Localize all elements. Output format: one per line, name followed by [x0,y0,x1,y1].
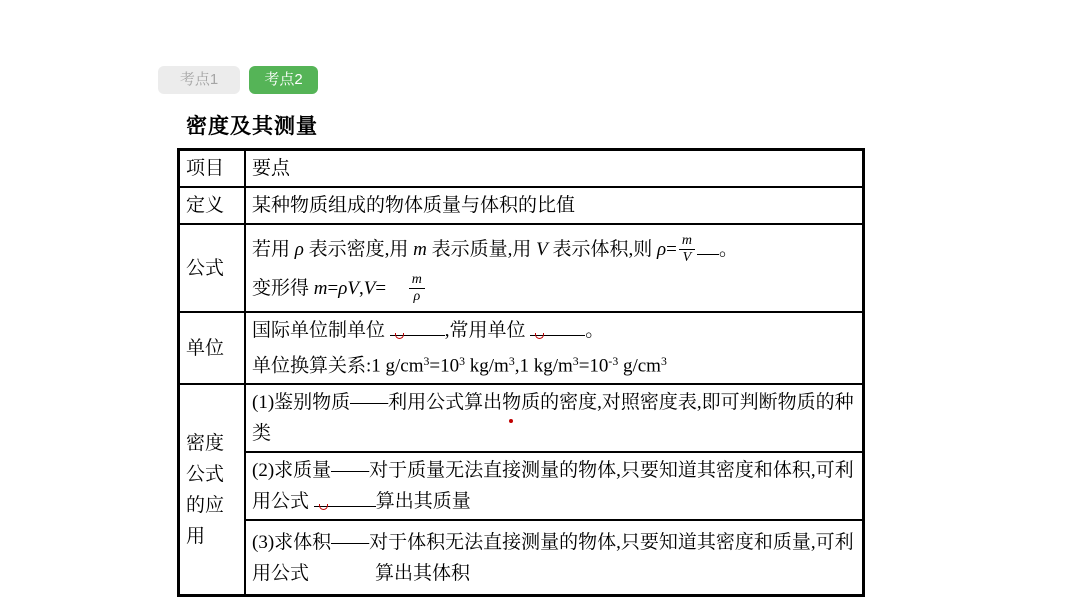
row-application-2 [179,452,864,520]
application-item-3: (3)求体积——对于体积无法直接测量的物体,只要知道其密度和质量,可利用公式 算出其体积 [252,531,854,584]
table-header-row [179,150,864,188]
formula-line-1: 若用 ρ 表示密度,用 m 表示质量,用 V 表示体积,则 ρ= $\frac{m}{V}$ 。 [252,233,739,266]
col-header-item: 项目 [179,150,246,188]
row-formula [179,224,864,312]
application-item-2: (2)求质量——对于质量无法直接测量的物体,只要知道其密度和体积,可利用公式 算出其质量 [252,460,854,513]
unit-line-2: 单位换算关系:1 $g/cm^3=10^3$ $kg/m^3,1$ $kg/m^3=10^{-3}$ $g/cm^3$ [252,355,667,377]
tab-bar [158,66,318,94]
density-table [177,148,865,597]
row-application-3 [179,520,864,596]
row-label-applications: 密度公式的应用 [179,384,246,596]
tab-kaodian-1[interactable]: 考点1 [158,66,240,94]
red-answer-mark [509,419,513,423]
row-application-1 [179,384,864,452]
col-header-points: 要点 [245,150,864,188]
page-title: 密度及其测量 [186,115,318,138]
row-unit [179,312,864,384]
row-label-unit: 单位 [179,312,246,384]
row-label-definition: 定义 [179,187,246,224]
row-label-formula: 公式 [179,224,246,312]
unit-line-1: 国际单位制单位 ,常用单位 。 [252,320,605,341]
definition-text: 某种物质组成的物体质量与体积的比值 [252,195,576,216]
row-definition [179,187,864,224]
formula-line-2: 变形得 m=ρV,V= $\frac{m}{\rho}$ [252,271,856,307]
application-item-1: (1)鉴别物质——利用公式算出物质的密度,对照密度表,即可判断物质的种类 [252,392,854,445]
tab-kaodian-2[interactable]: 考点2 [249,66,318,94]
